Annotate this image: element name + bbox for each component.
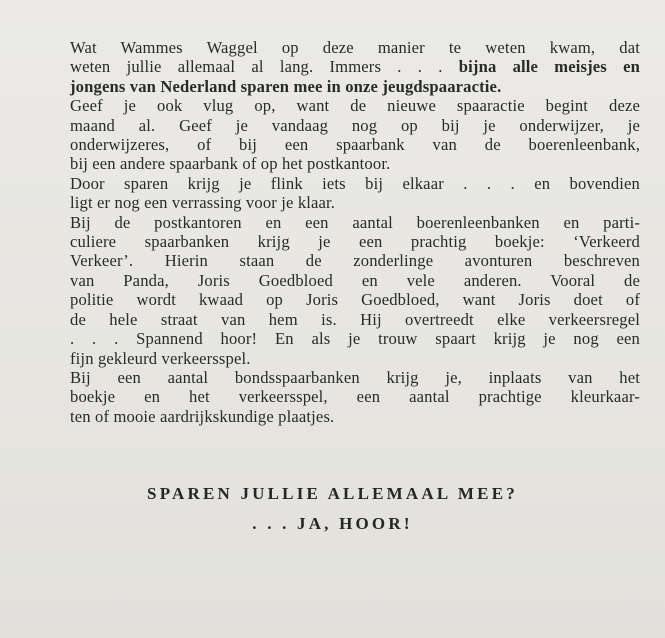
text-line: onderwijzeres, of bij een spaarbank van de boerenleenbank, [70, 135, 640, 155]
text-line: Verkeer’. Hierin staan de zonderlinge avonturen beschreven [70, 251, 640, 271]
text-line: bij een andere spaarbank of op het postkantoor. [70, 154, 391, 174]
text-line: maand al. Geef je vandaag nog op bij je onderwijzer, je [70, 115, 640, 135]
text-line: fijn gekleurd verkeersspel. [70, 348, 251, 368]
text-line [70, 38, 640, 57]
text-line: de hele straat van hem is. Hij overtreedt elke verkeersregel [70, 309, 640, 329]
text-span: Wat Wammes Waggel op deze manier te weten kwam, dat [70, 38, 640, 57]
text-line: ten of mooie aardrijkskundige plaatjes. [70, 406, 335, 426]
text-line: ligt er nog een verrassing voor je klaar. [70, 193, 336, 213]
text-line: . . . Spannend hoor! En als je trouw spaart krijg je nog een [70, 329, 640, 349]
headline-answer: . . . JA, HOOR! [252, 514, 413, 533]
text-line [70, 57, 640, 76]
text-span: weten jullie allemaal al lang. Immers . . . [70, 57, 459, 77]
headline-question: SPAREN JULLIE ALLEMAAL MEE? [147, 484, 518, 503]
body-text [70, 38, 640, 426]
text-line: van Panda, Joris Goedbloed en vele anderen. Vooral de [70, 270, 640, 290]
text-line [70, 77, 640, 96]
text-line: politie wordt kwaad op Joris Goedbloed, want Joris doet of [70, 290, 640, 310]
bold-text-span: bijna alle meisjes en [458, 57, 640, 77]
text-line: Geef je ook vlug op, want de nieuwe spaaractie begint deze [70, 96, 640, 116]
bold-text-span: jongens van Nederland sparen mee in onze jeugdspaaractie. [70, 76, 502, 96]
text-line: boekje en het verkeersspel, een aantal prachtige kleurkaar- [70, 387, 640, 407]
text-line: Door sparen krijg je flink iets bij elkaar . . . en bovendien [70, 173, 640, 193]
text-line: culiere spaarbanken krijg je een prachtig boekje: ‘Verkeerd [70, 232, 640, 252]
text-line: Bij een aantal bondsspaarbanken krijg je, inplaats van het [70, 367, 640, 387]
text-line: Bij de postkantoren en een aantal boerenleenbanken en parti- [70, 212, 640, 232]
